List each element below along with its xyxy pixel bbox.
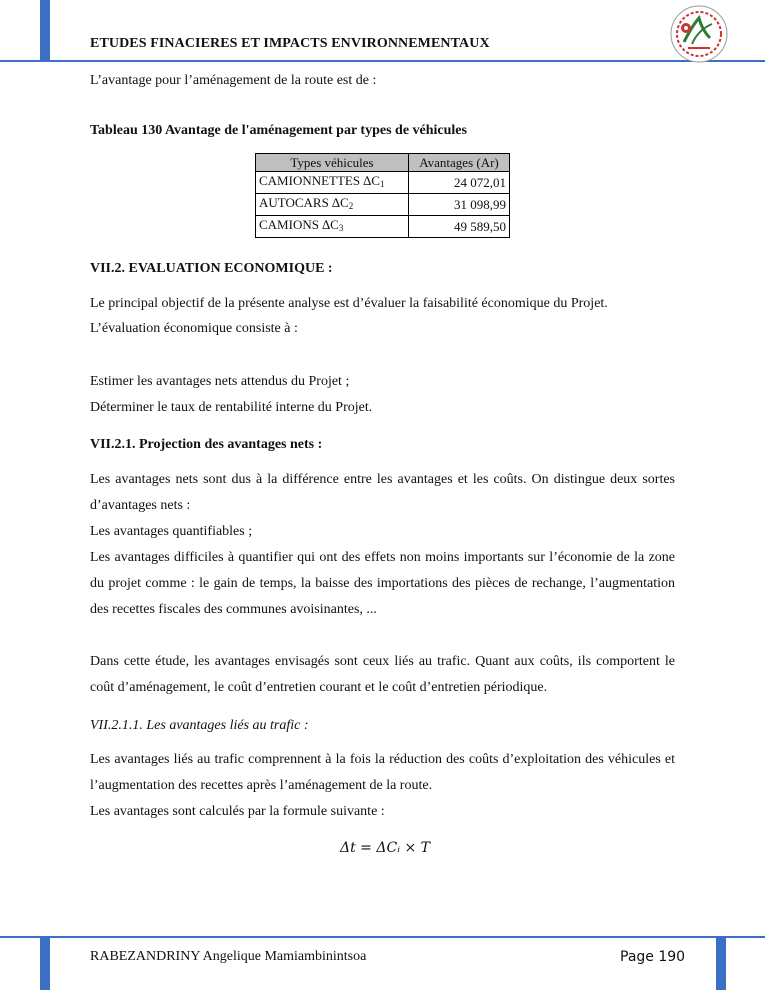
subsection-paragraph: Les avantages nets sont dus à la différence entre les avantages et les coûts. On distingue deux sortes d’avantages nets :: [90, 472, 675, 513]
page-number: Page 190: [620, 949, 686, 965]
header-title: ETUDES FINACIERES ET IMPACTS ENVIRONNEMENTAUX: [90, 36, 490, 51]
row-label: AUTOCARS $\Delta C_2$: [256, 194, 409, 216]
subsection-title: VII.2.1. Projection des avantages nets :: [90, 437, 323, 452]
list-item: Déterminer le taux de rentabilité interne du Projet.: [90, 400, 373, 415]
subsection-paragraph: Dans cette étude, les avantages envisagés sont ceux liés au trafic. Quant aux coûts, ils comportent le coût d’aménagement, le coût d’entretien courant et le coût d’entretien périodique.: [90, 654, 675, 695]
subsection-paragraph: Les avantages difficiles à quantifier qui ont des effets non moins importants sur l’économie de la zone du projet comme : le gain de temps, la baisse des importations des pièces de rechange, l’augmentation des recettes fiscales des communes avoisinantes, ...: [90, 550, 675, 617]
subsubsection-title: VII.2.1.1. Les avantages liés au trafic :: [90, 718, 309, 733]
section-title: VII.2. EVALUATION ECONOMIQUE :: [90, 261, 333, 276]
footer-right-bar: [716, 937, 726, 990]
footer-author: RABEZANDRINY Angelique Mamiambinintsoa: [90, 949, 367, 964]
row-label: CAMIONNETTES $\Delta C_1$: [256, 172, 409, 194]
column-header-type: Types véhicules: [256, 154, 409, 172]
table-caption: Tableau 130 Avantage de l'aménagement par types de véhicules: [90, 123, 467, 138]
section-paragraph: L’évaluation économique consiste à :: [90, 321, 298, 336]
footer-left-bar: [40, 937, 50, 990]
footer-rule: [0, 936, 765, 938]
subsubsection-paragraph: Les avantages sont calculés par la formule suivante :: [90, 804, 385, 819]
header-rule: [0, 60, 765, 62]
intro-paragraph: L’avantage pour l’aménagement de la route est de :: [90, 73, 377, 88]
header-left-bar: [40, 0, 50, 62]
university-seal-icon: [662, 4, 736, 64]
list-item: Les avantages quantifiables ;: [90, 524, 253, 539]
column-header-benefit: Avantages (Ar): [409, 154, 510, 172]
table-row: [256, 216, 510, 238]
row-value: 49 589,50: [409, 216, 510, 238]
table-row: [256, 194, 510, 216]
vehicle-benefits-table: [255, 153, 510, 238]
list-item: Estimer les avantages nets attendus du Projet ;: [90, 374, 350, 389]
row-value: 24 072,01: [409, 172, 510, 194]
section-paragraph: Le principal objectif de la présente analyse est d’évaluer la faisabilité économique du Projet.: [90, 296, 608, 311]
subsubsection-paragraph: Les avantages liés au trafic comprennent à la fois la réduction des coûts d’exploitation des véhicules et l’augmentation des recettes après l’aménagement de la route.: [90, 752, 675, 793]
table-header-row: [256, 154, 510, 172]
table-row: [256, 172, 510, 194]
row-label: CAMIONS $\Delta C_3$: [256, 216, 409, 238]
benefit-formula: Δt = ΔCᵢ × T: [340, 840, 430, 856]
row-value: 31 098,99: [409, 194, 510, 216]
